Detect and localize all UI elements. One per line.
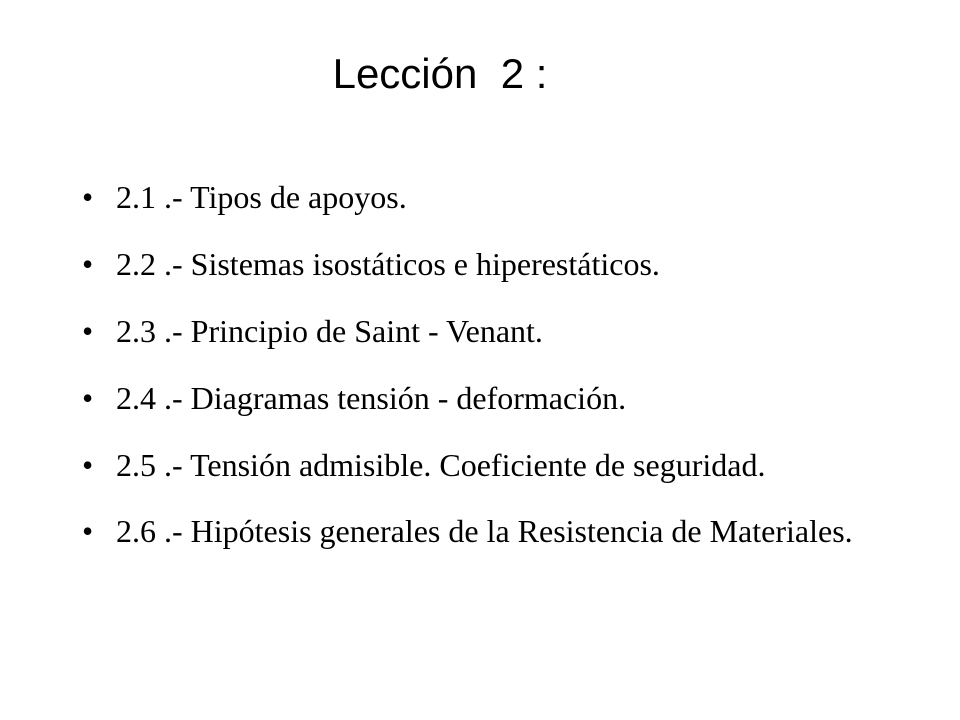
- bullet-list: [82, 174, 882, 578]
- bullet-icon: •: [82, 179, 94, 215]
- list-item: [82, 308, 882, 354]
- list-item-label: 2.5 .- Tensión admisible. Coeficiente de seguridad.: [116, 447, 766, 483]
- list-item-label: 2.2 .- Sistemas isostáticos e hiperestáticos.: [116, 246, 660, 282]
- bullet-icon: •: [82, 380, 94, 416]
- list-item: [82, 375, 882, 421]
- bullet-icon: •: [82, 513, 94, 549]
- bullet-icon: •: [82, 246, 94, 282]
- list-item-label: 2.1 .- Tipos de apoyos.: [116, 179, 407, 215]
- bullet-icon: •: [82, 447, 94, 483]
- list-item: [82, 505, 882, 557]
- slide-title: Lección 2 :: [332, 50, 548, 97]
- bullet-icon: •: [82, 313, 94, 349]
- list-item: [82, 442, 882, 488]
- list-item-label: 2.4 .- Diagramas tensión - deformación.: [116, 380, 627, 416]
- list-item: [82, 174, 882, 220]
- list-item: [82, 241, 882, 287]
- list-item-label: 2.3 .- Principio de Saint - Venant.: [116, 313, 543, 349]
- list-item-label: 2.6 .- Hipótesis generales de la Resistencia de Materiales.: [116, 513, 853, 549]
